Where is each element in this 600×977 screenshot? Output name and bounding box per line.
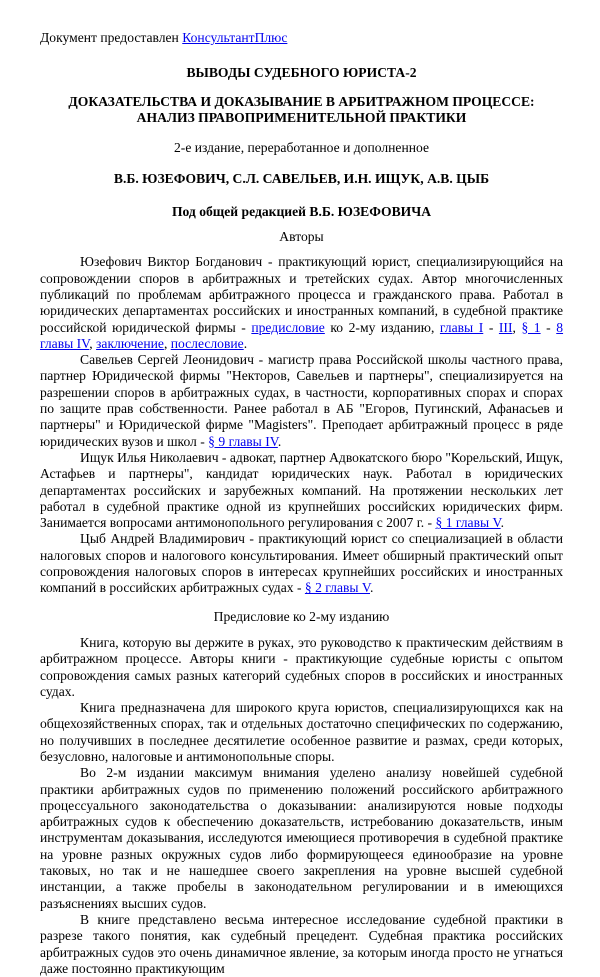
bio-end: . — [243, 335, 248, 351]
authors-line: В.Б. ЮЗЕФОВИЧ, С.Л. САВЕЛЬЕВ, И.Н. ИЩУК, А.В. ЦЫБ — [113, 171, 490, 187]
author-bio-savelyev — [40, 352, 563, 450]
link-section-8-ch4[interactable]: 8 главы IV — [40, 319, 564, 351]
link-section-9-ch4[interactable]: § 9 главы IV — [208, 433, 278, 449]
bio-text: Юзефович Виктор Богданович - практикующий юрист, специализирующийся на сопровождении споров в арбитражных и третейских судах. Автор многочисленных публикаций по проблемам арбитражного процесса и гражданского права. Работал в юридических департаментах российских и иностранных компаний, в судебной практике российской юридической фирмы - — [40, 254, 563, 335]
link-chapter-1[interactable]: главы I — [439, 319, 484, 335]
link-section-2-ch5[interactable]: § 2 главы V — [304, 580, 370, 596]
preface-paragraph-4: В книге представлено весьма интересное исследование судебной практики в разрезе такого понятия, как судебный прецедент. Судебная практика российских арбитражных судов это очень динамичное явление, за которым иногда просто не угнаться даже постоянно практикующим — [40, 911, 563, 976]
link-conclusion[interactable]: заключение — [96, 335, 164, 351]
bio-end: . — [500, 515, 505, 531]
author-bio-yuzefovich — [40, 254, 563, 352]
link-section-1[interactable]: § 1 — [521, 319, 541, 335]
bio-text: ко 2-му изданию, — [324, 319, 440, 335]
bio-end: . — [277, 433, 282, 449]
bio-separator: , — [163, 335, 171, 351]
document-title: ВЫВОДЫ СУДЕБНОГО ЮРИСТА-2 — [186, 65, 417, 81]
link-afterword[interactable]: послесловие — [170, 335, 244, 351]
bio-separator: , — [512, 319, 522, 335]
source-line — [40, 30, 563, 46]
preface-paragraph-3: Во 2-м издании максимум внимания уделено анализу новейшей судебной практики арбитражных судов по применению положений российского арбитражного процессуального законодательства о доказывании: анализируются новые подходы арбитражных судов к обеспечению доказательств, истребованию доказательств, иным инструментам доказывания, исследуются имеющиеся противоречия в судебной практике на уровне разных окружных судов либо формирующееся единообразие на уровне таковых, но так и не нашедшее своего закрепления на уровне высшей судебной инстанции, а также пробелы в законодательном регулировании и в имеющихся разъяснениях высших судов. — [40, 765, 563, 911]
bio-separator: - — [540, 319, 557, 335]
source-prefix: Документ предоставлен — [40, 30, 183, 45]
edition-line: 2-е издание, переработанное и дополненное — [174, 140, 429, 156]
authors-heading: Авторы — [279, 229, 324, 245]
link-preface[interactable]: предисловие — [251, 319, 325, 335]
consultant-plus-link[interactable]: КонсультантПлюс — [182, 30, 288, 45]
bio-text: Савельев Сергей Леонидович - магистр права Российской школы частного права, партнер Юридической фирмы "Некторов, Савельев и партнеры", специализируется на разрешении споров в арбитражных судах, в частности, корпоративных спорах и спорах по защите прав собственности. Ранее работал в АБ "Егоров, Пугинский, Афанасьев и партнеры" и Юридической фирме "Magisters". Преподает арбитражный процесс в ряде юридических вузов и школ - — [40, 352, 563, 449]
bio-end: . — [370, 580, 374, 596]
bio-separator: , — [89, 335, 97, 351]
editor-line: Под общей редакцией В.Б. ЮЗЕФОВИЧА — [171, 203, 432, 219]
bio-text: Ищук Илья Николаевич - адвокат, партнер Адвокатского бюро "Корельский, Ищук, Астафьев и партнеры", кандидат юридических наук. Работал в юридических департаментах российских и зарубежных компаний. На протяжении нескольких лет работал в судебной практике одной из крупнейших российских юридических фирм. Занимается вопросами антимонопольного регулирования с 2007 г. - — [40, 449, 564, 531]
preface-paragraph-1: Книга, которую вы держите в руках, это руководство к практическим действиям в арбитражном процессе. Авторы книги - практикующие судебные юристы с опытом сопровождения самых разных категорий судебных споров в российских и иностранных судах. — [40, 634, 563, 699]
preface-paragraph-2: Книга предназначена для широкого круга юристов, специализирующихся как на общехозяйственных спорах, так и отдельных достаточно специфических по содержанию, но получивших в последнее десятилетие особенное развитие и размах, среди которых, безусловно, налоговые и антимонопольные споры. — [40, 700, 563, 764]
author-bio-ishchuk — [40, 450, 563, 531]
link-chapter-3[interactable]: III — [498, 319, 513, 335]
bio-text: Цыб Андрей Владимирович - практикующий юрист со специализацией в области налоговых споров и налогового консультирования. Имеет обширный практический опыт сопровождения налоговых споров в интересах крупнейших российских и иностранных компаний в российских арбитражных судах - — [40, 531, 563, 596]
preface-heading: Предисловие ко 2-му изданию — [213, 608, 390, 624]
document-subtitle: ДОКАЗАТЕЛЬСТВА И ДОКАЗЫВАНИЕ В АРБИТРАЖНОМ ПРОЦЕССЕ: АНАЛИЗ ПРАВОПРИМЕНИТЕЛЬНОЙ ПРАКТИКИ — [68, 93, 535, 125]
bio-separator: - — [483, 319, 499, 335]
author-bio-tsyb — [40, 531, 563, 596]
link-section-1-ch5[interactable]: § 1 главы V — [435, 515, 501, 531]
